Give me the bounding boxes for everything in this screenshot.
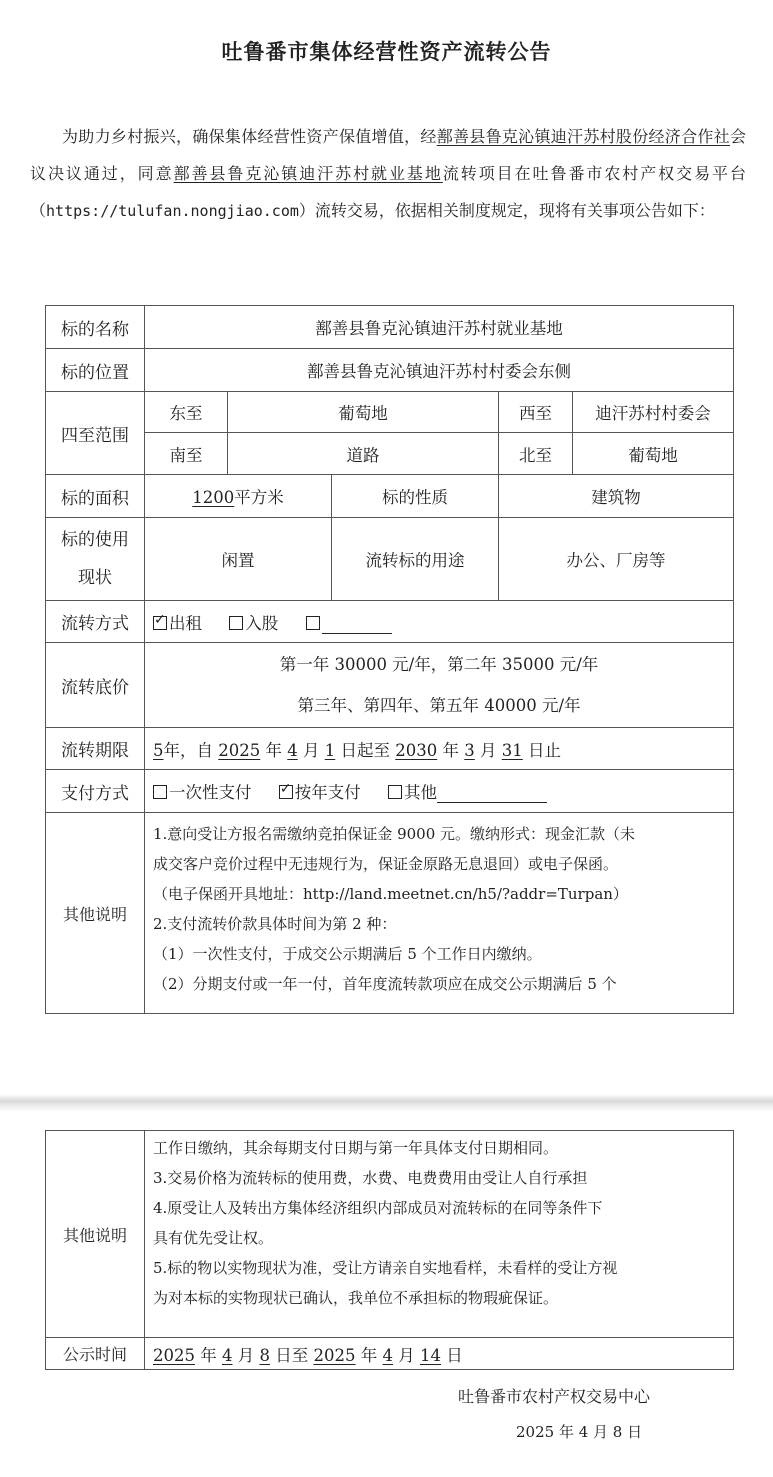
intro-project: 鄯善县鲁克沁镇迪汗苏村就业基地 xyxy=(173,164,443,183)
price-value xyxy=(145,643,734,728)
purpose-value: 办公、厂房等 xyxy=(499,518,734,601)
table-row xyxy=(46,1131,734,1338)
announcement-title: 吐鲁番市集体经营性资产流转公告 xyxy=(221,40,552,64)
intro-text: ）流转交易，依据相关制度规定，现将有关事项公告如下： xyxy=(298,201,715,220)
publicity-text: 月 xyxy=(237,1345,255,1365)
option-label: 按年支付 xyxy=(294,783,361,802)
term-label: 流转期限 xyxy=(46,728,145,770)
publicity-end-month: 4 xyxy=(382,1345,393,1365)
note-line: （1）一次性支付，于成交公示期满后 5 个工作日内缴纳。 xyxy=(153,945,542,963)
intro-text: 会议决议通过，同意 xyxy=(30,127,746,183)
east-value: 葡萄地 xyxy=(228,392,499,433)
nature-label: 标的性质 xyxy=(332,475,499,518)
term-years: 5 xyxy=(153,740,164,760)
location-value: 鄯善县鲁克沁镇迪汗苏村村委会东侧 xyxy=(145,349,734,392)
term-text: 年，自 xyxy=(163,740,213,760)
west-label: 西至 xyxy=(499,392,573,433)
notes-content xyxy=(145,813,734,1014)
checkbox-annual[interactable] xyxy=(279,785,293,799)
intro-paragraph xyxy=(30,118,746,230)
note-line: （2）分期支付或一年一付，首年度流转款项应在成交公示期满后 5 个 xyxy=(153,975,617,993)
north-label: 北至 xyxy=(499,433,573,475)
table-row xyxy=(46,518,734,601)
checkbox-other-payment[interactable] xyxy=(388,785,402,799)
table-row xyxy=(46,349,734,392)
method-label: 流转方式 xyxy=(46,601,145,643)
table-row xyxy=(46,392,734,433)
note-line: 成交客户竞价过程中无违规行为，保证金原路无息退回）或电子保函。 xyxy=(153,855,619,873)
checkbox-share[interactable] xyxy=(229,616,243,630)
method-options xyxy=(145,601,734,643)
term-text: 月 xyxy=(480,740,497,760)
checkbox-rent[interactable] xyxy=(153,616,167,630)
purpose-label: 流转标的用途 xyxy=(332,518,499,601)
notes-label: 其他说明 xyxy=(46,813,145,1014)
publicity-end-day: 14 xyxy=(420,1345,441,1365)
table-row xyxy=(46,601,734,643)
name-value: 鄯善县鲁克沁镇迪汗苏村就业基地 xyxy=(145,306,734,349)
north-value: 葡萄地 xyxy=(573,433,734,475)
term-start-year: 2025 xyxy=(218,740,261,760)
info-table xyxy=(45,305,734,1014)
publicity-start-day: 8 xyxy=(259,1345,270,1365)
table-row xyxy=(46,475,734,518)
publicity-text: 月 xyxy=(398,1345,415,1365)
table-row xyxy=(46,1338,734,1370)
intro-text: 流转项目在吐鲁番市农村产权交易平台（ xyxy=(30,164,746,220)
usage-label xyxy=(46,518,145,601)
payment-label: 支付方式 xyxy=(46,770,145,813)
note-line: 3.交易价格为流转标的使用费，水费、电费费用由受让人自行承担 xyxy=(153,1169,588,1187)
note-line: 1.意向受让方报名需缴纳竞拍保证金 9000 元。缴纳形式：现金汇款（未 xyxy=(153,825,636,843)
notes-label: 其他说明 xyxy=(46,1131,145,1338)
blank-line xyxy=(322,633,392,634)
publicity-text: 年 xyxy=(200,1345,217,1365)
term-text: 月 xyxy=(303,740,320,760)
table-row xyxy=(46,643,734,728)
checkbox-lump-sum[interactable] xyxy=(153,785,167,799)
price-line: 第一年 30000 元/年，第二年 35000 元/年 xyxy=(279,655,599,674)
term-end-day: 31 xyxy=(501,740,523,760)
term-text: 年 xyxy=(442,740,459,760)
issue-date: 2025 年 4 月 8 日 xyxy=(516,1423,643,1441)
term-start-day: 1 xyxy=(324,740,336,760)
blank-line xyxy=(437,802,547,803)
west-value: 迪汗苏村村委会 xyxy=(573,392,734,433)
usage-label-line: 标的使用 xyxy=(61,530,129,550)
publicity-text: 日至 xyxy=(275,1345,309,1365)
table-row xyxy=(46,813,734,1014)
table-row xyxy=(46,770,734,813)
term-start-month: 4 xyxy=(287,740,298,760)
note-line: 具有优先受让权。 xyxy=(153,1229,274,1247)
note-line: 工作日缴纳，其余每期支付日期与第一年具体支付日期相同。 xyxy=(153,1139,559,1157)
term-end-year: 2030 xyxy=(395,740,438,760)
note-line: 为对本标的实物现状已确认，我单位不承担标的物瑕疵保证。 xyxy=(153,1289,559,1307)
table-row xyxy=(46,728,734,770)
publicity-start-month: 4 xyxy=(222,1345,233,1365)
intro-text: 为助力乡村振兴，确保集体经营性资产保值增值，经 xyxy=(62,127,437,146)
checkbox-other-method[interactable] xyxy=(306,616,320,630)
note-line: 5.标的物以实物现状为准，受让方请亲自实地看样，未看样的受让方视 xyxy=(153,1259,618,1277)
area-number: 1200 xyxy=(192,488,235,507)
term-text: 日止 xyxy=(528,740,561,760)
price-line: 第三年、第四年、第五年 40000 元/年 xyxy=(297,696,581,715)
term-text: 日起至 xyxy=(340,740,390,760)
term-value xyxy=(145,728,734,770)
usage-label-line: 现状 xyxy=(78,568,112,588)
note-line: 4.原受让人及转出方集体经济组织内部成员对流转标的在同等条件下 xyxy=(153,1199,603,1217)
issuing-organization: 吐鲁番市农村产权交易中心 xyxy=(458,1387,651,1406)
nature-value: 建筑物 xyxy=(499,475,734,518)
option-label: 其他 xyxy=(404,783,437,802)
south-label: 南至 xyxy=(145,433,228,475)
publicity-value xyxy=(145,1338,734,1370)
name-label: 标的名称 xyxy=(46,306,145,349)
page-break xyxy=(0,1094,773,1112)
notes-content xyxy=(145,1131,734,1338)
bounds-label: 四至范围 xyxy=(46,392,145,475)
usage-value: 闲置 xyxy=(145,518,332,601)
note-line: 2.支付流转价款具体时间为第 2 种： xyxy=(153,915,397,933)
publicity-text: 日 xyxy=(446,1345,463,1365)
info-table-continued xyxy=(45,1130,734,1370)
option-label: 出租 xyxy=(169,613,202,633)
area-value xyxy=(145,475,332,518)
payment-options xyxy=(145,770,734,813)
intro-org: 鄯善县鲁克沁镇迪汗苏村股份经济合作社 xyxy=(436,127,730,146)
term-end-month: 3 xyxy=(464,740,475,760)
table-row xyxy=(46,306,734,349)
east-label: 东至 xyxy=(145,392,228,433)
south-value: 道路 xyxy=(228,433,499,475)
publicity-start-year: 2025 xyxy=(153,1345,195,1365)
note-line: （电子保函开具地址：http://land.meetnet.cn/h5/?addr=Turpan） xyxy=(153,885,628,903)
location-label: 标的位置 xyxy=(46,349,145,392)
publicity-label: 公示时间 xyxy=(46,1338,145,1370)
platform-url[interactable]: https://tulufan.nongjiao.com xyxy=(46,202,299,220)
term-text: 年 xyxy=(265,740,282,760)
option-label: 一次性支付 xyxy=(169,783,252,802)
table-row xyxy=(46,433,734,475)
price-label: 流转底价 xyxy=(46,643,145,728)
area-label: 标的面积 xyxy=(46,475,145,518)
publicity-end-year: 2025 xyxy=(313,1345,356,1365)
publicity-text: 年 xyxy=(360,1345,378,1365)
option-label: 入股 xyxy=(245,613,279,633)
area-unit: 平方米 xyxy=(234,488,284,507)
